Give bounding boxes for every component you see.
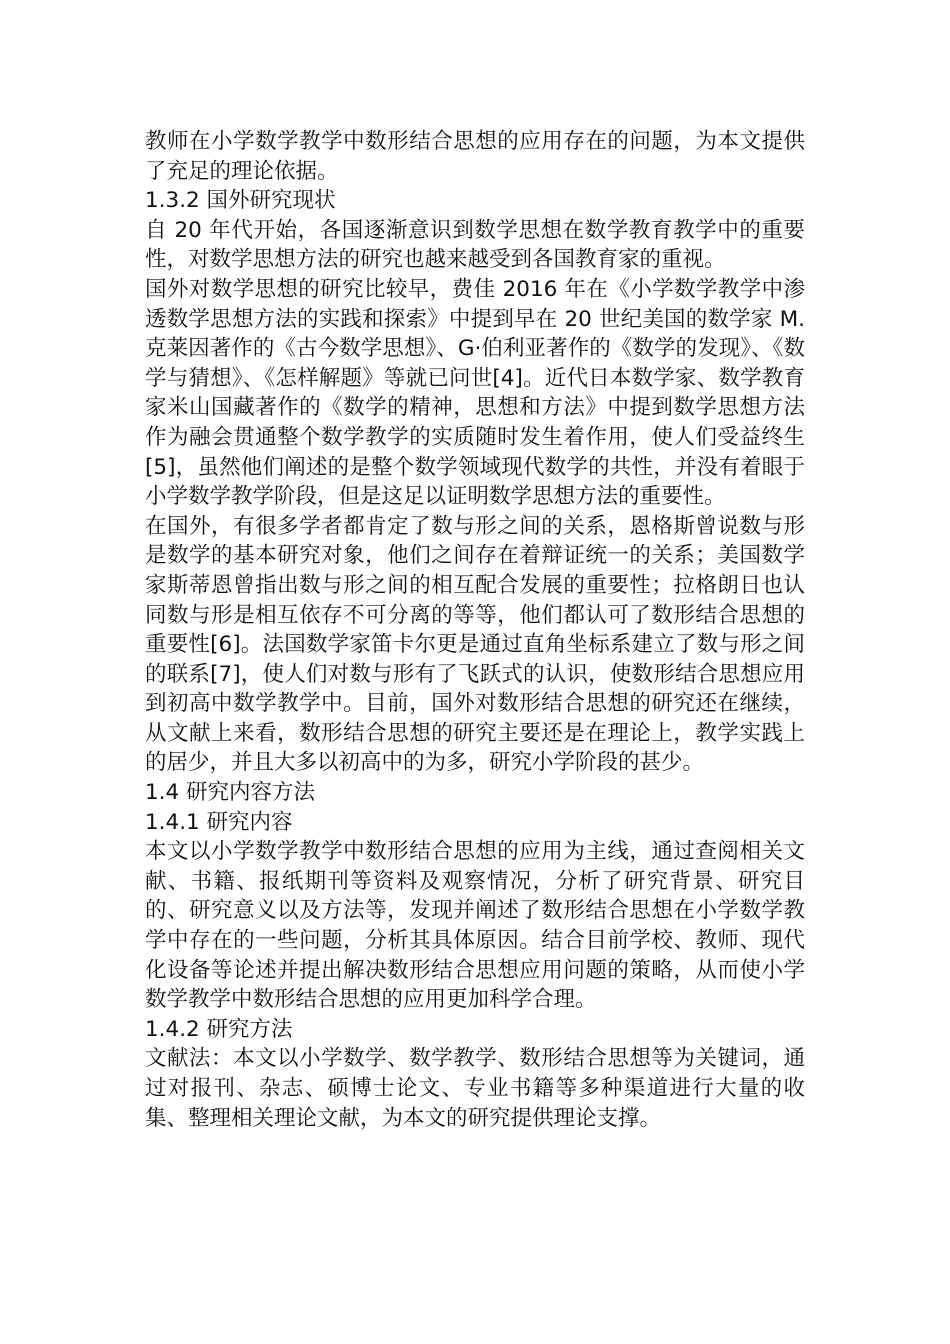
paragraph-research-content: 本文以小学数学教学中数形结合思想的应用为主线，通过查阅相关文献、书籍、报纸期刊等资料及观察情况，分析了研究背景、研究目的、研究意义以及方法等，发现并阐述了数形结合思想在小学数学教学中存在的一些问题，分析其具体原因。结合目前学校、教师、现代化设备等论述并提出解决数形结合思想应用问题的策略，从而使小学数学教学中数形结合思想的应用更加科学合理。 xyxy=(145,839,805,1013)
heading-1-3-2: 1.3.2 国外研究现状 xyxy=(145,188,336,214)
heading-1-4: 1.4 研究内容方法 xyxy=(145,780,316,806)
paragraph-foreign-research-intro: 自 20 年代开始，各国逐渐意识到数学思想在数学教育教学中的重要性，对数学思想方法的研究也越来越受到各国教育家的重视。 xyxy=(145,217,805,273)
paragraph-research-method: 文献法：本文以小学数学、数学教学、数形结合思想等为关键词，通过对报刊、杂志、硕博士论文、专业书籍等多种渠道进行大量的收集、整理相关理论文献，为本文的研究提供理论支撑。 xyxy=(145,1046,805,1131)
heading-1-4-1: 1.4.1 研究内容 xyxy=(145,809,293,835)
heading-1-4-2: 1.4.2 研究方法 xyxy=(145,1016,293,1042)
document-page xyxy=(145,127,805,1133)
paragraph-number-shape-relation: 在国外，有很多学者都肯定了数与形之间的关系，恩格斯曾说数与形是数学的基本研究对象，他们之间存在着辩证统一的关系；美国数学家斯蒂恩曾指出数与形之间的相互配合发展的重要性；拉格朗日也认同数与形是相互依存不可分离的等等，他们都认可了数形结合思想的重要性[6]。法国数学家笛卡尔更是通过直角坐标系建立了数与形之间的联系[7]，使人们对数与形有了飞跃式的认识，使数形结合思想应用到初高中数学教学中。目前，国外对数形结合思想的研究还在继续，从文献上来看，数形结合思想的研究主要还是在理论上，教学实践上的居少，并且大多以初高中的为多，研究小学阶段的甚少。 xyxy=(145,513,805,776)
paragraph-intro-continuation: 教师在小学数学教学中数形结合思想的应用存在的问题，为本文提供了充足的理论依据。 xyxy=(145,129,805,184)
paragraph-foreign-research-history: 国外对数学思想的研究比较早，费佳 2016 年在《小学数学教学中渗透数学思想方法的实践和探索》中提到早在 20 世纪美国的数学家 M.克莱因著作的《古今数学思想》、G·伯利亚著作的《数学的发现》、《数学与猜想》、《怎样解题》等就已问世[4]。近代日本数学家、数学教育家米山国藏著作的《数学的精神，思想和方法》中提到数学思想方法作为融会贯通整个数学教学的实质随时发生着作用，使人们受益终生[5]，虽然他们阐述的是整个数学领域现代数学的共性，并没有着眼于小学数学教学阶段，但是这足以证明数学思想方法的重要性。 xyxy=(145,276,805,510)
